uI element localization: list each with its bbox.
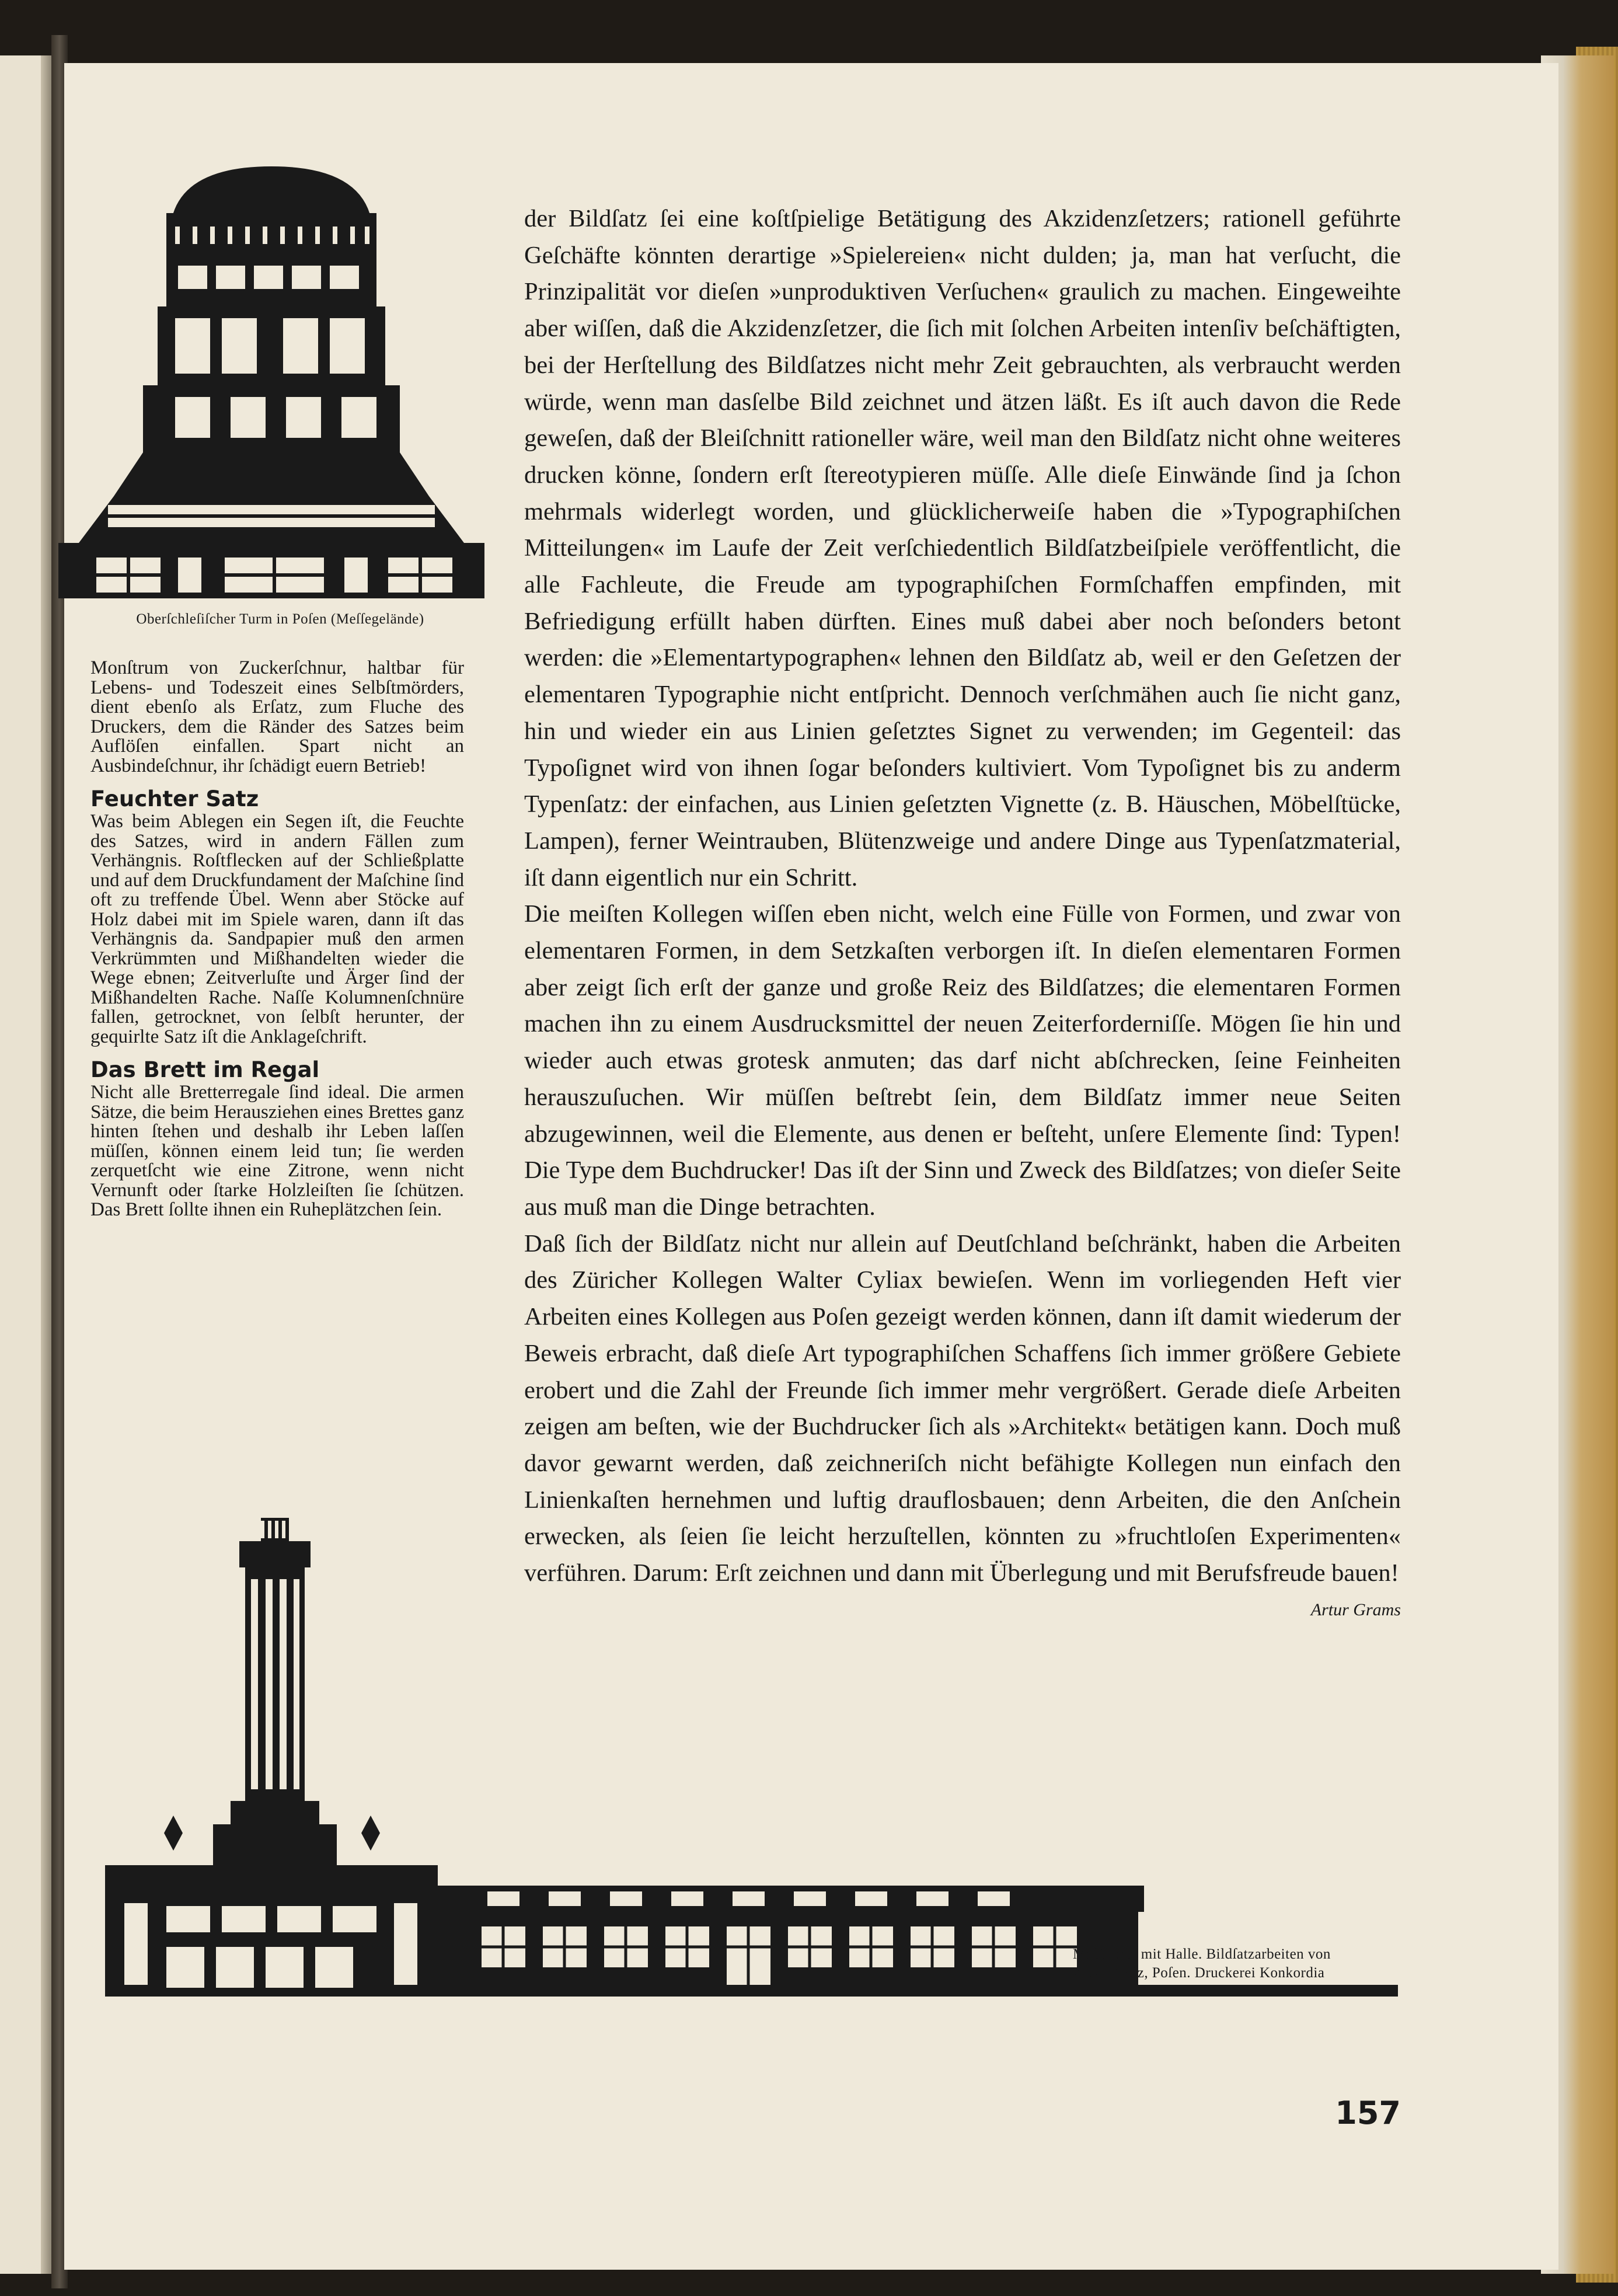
sidebar-section-feuchter-satz: Was beim Ablegen ein Segen iſt, die Feuchte des Satzes, wird in andern Fällen zum Verhängnis. Roſtflecken auf der Schließplatte und auf dem Druckfundament der Maſchine ſind oft zu treffende Übel. Wenn aber Stöcke auf Holz dabei mit im Spiele waren, dann iſt das Verhängnis da. Sandpapier muß den armen Verkrümmten und Mißhandelten wieder die Wege ebnen; Zeitverluſte und Ärger ſind der Mißhandelten Rache. Naſſe Kolumnenſchnüre fallen, getrocknet, von ſelbſt herunter, der gequirlte Satz iſt die Anklageſchrift.: [90, 811, 464, 1047]
hall-caption: [1073, 1945, 1400, 1983]
page-number: 157: [1335, 2095, 1401, 2131]
hall-caption-line-1: Meſſeturm mit Halle. Bildſatzarbeiten von: [1073, 1946, 1331, 1962]
main-column: [524, 201, 1401, 1628]
tower-illustration: [55, 158, 487, 601]
heading-brett-im-regal: Das Brett im Regal: [90, 1057, 320, 1082]
hall-caption-line-2: Alwin Golz, Poſen. Druckerei Konkordia: [1073, 1965, 1325, 1981]
sidebar-section-brett-im-regal: Nicht alle Bretterregale ſind ideal. Die armen Sätze, die beim Herausziehen eines Brettes ganz hinten ſtehen und deshalb ihr Leben laſſen müſſen, können einem leid tun; ſie werden zerquetſcht wie eine Zitrone, wenn nicht Vernunft oder ſtarke Holzleiſten ſie ſchützen. Das Brett ſollte ihnen ein Ruheplätzchen ſein.: [90, 1082, 464, 1220]
sidebar-intro: Monſtrum von Zuckerſchnur, haltbar für Lebens- und Todeszeit eines Selbſtmörders, dient ebenſo als Erſatz, zum Fluche des Druckers, dem die Ränder des Satzes beim Auflöſen einfallen. Spart nicht an Ausbindeſchnur, ihr ſchädigt euern Betrieb!: [90, 657, 464, 776]
main-paragraph-1: der Bildſatz ſei eine koſtſpielige Betätigung des Akzidenzſetzers; rationell geführte Geſchäfte könnten derartige »Spielereien« nicht dulden; ja, man hat verſucht, die Prinzipalität vor dieſen »unproduktiven Verſuchen« graulich zu machen. Eingeweihte aber wiſſen, daß die Akzidenzſetzer, die ſich mit ſolchen Arbeiten intenſiv beſchäftigten, bei der Herſtellung des Bildſatzes nicht mehr Zeit gebrauchten, als verbraucht werden würde, wenn man dasſelbe Bild zeichnet und ätzen läßt. Es iſt auch davon die Rede geweſen, daß der Bleiſchnitt rationeller wäre, weil man den Bildſatz nicht ohne weiteres drucken könne, ſondern erſt ſtereotypieren müſſe. Alle dieſe Einwände ſind ja ſchon mehrmals widerlegt worden, und glücklicherweiſe haben die »Typographiſchen Mitteilungen« im Laufe der Zeit verſchiedentlich Bildſatzbeiſpiele veröffentlicht, die alle Fachleute, die Freude am typographiſchen Formſchaffen empfinden, mit Befriedigung erfüllt haben dürften. Eines muß dabei aber noch beſonders betont werden: die »Elementartypographen« lehnen den Bildſatz ab, weil er den Geſetzen der elementaren Typographie nicht entſpricht. Dennoch verſchmähen auch ſie nicht ganz, hin und wieder ein aus Linien geſetztes Signet zu verwenden; im Gegenteil: das Typoſignet wird von ihnen ſogar beſonders kultiviert. Vom Typoſignet bis zu anderm Typenſatz: der einfachen, aus Linien geſetzten Vignette (z. B. Häuschen, Möbelſtücke, Lampen), ferner Weintrauben, Blütenzweige und andere Dinge aus Typenſatzmaterial, iſt dann eigentlich nur ein Schritt.: [524, 205, 1401, 891]
facing-page-edge: [0, 55, 41, 2274]
main-paragraph-2: Die meiſten Kollegen wiſſen eben nicht, welch eine Fülle von Formen, und zwar von elementaren Formen, in dem Setzkaſten verborgen iſt. In dieſen elementaren Formen aber zeigt ſich erſt der ganze und große Reiz des Bildſatzes; die elementaren Formen machen ihn zu einem Ausdrucksmittel der neuen Zeiterforderniſſe. Mögen ſie hin und wieder auch etwas grotesk anmuten; das darf nicht abſchrecken, ſeine Feinheiten herauszuſuchen. Wir müſſen beſtrebt ſein, dem Bildſatz immer neue Seiten abzugewinnen, weil die Elemente, aus denen er beſteht, unſere Elemente ſind: Typen! Die Type dem Buchdrucker! Das iſt der Sinn und Zweck des Bildſatzes; von dieſer Seite aus muß man die Dinge betrachten.: [524, 900, 1401, 1221]
main-paragraph-3-text: Daß ſich der Bildſatz nicht nur allein auf Deutſchland beſchränkt, haben die Arbeiten des Züricher Kollegen Walter Cyliax bewieſen. Wenn im vorliegenden Heft vier Arbeiten eines Kollegen aus Poſen gezeigt werden können, dann iſt damit wiederum der Beweis erbracht, daß dieſe Art typographiſchen Schaffens ſich immer größere Gebiete erobert und die Zahl der Freunde ſich immer mehr vergrößert. Gerade dieſe Arbeiten zeigen am beſten, wie der Buchdrucker ſich als »Architekt« betätigen kann. Doch muß davor gewarnt werden, daß zeichneriſch nicht befähigte Kollegen nun einfach den Linienkaſten hernehmen und luftig drauflosbauen; denn Arbeiten, die den Anſchein erwecken, als ſeien ſie leicht herzuſtellen, könnten zu »fruchtloſen Experimenten« verführen. Darum: Erſt zeichnen und dann mit Überlegung und mit Berufsfreude bauen!: [524, 1229, 1401, 1587]
hall-illustration: [102, 1512, 1404, 1997]
tower-caption: Oberſchleſiſcher Turm in Poſen (Meſſegelände): [136, 611, 424, 627]
heading-feuchter-satz: Feuchter Satz: [90, 786, 259, 811]
facing-page-shadow: [41, 55, 51, 2274]
sidebar: [90, 659, 464, 1220]
author-signature: Artur Grams: [1310, 1600, 1401, 1619]
